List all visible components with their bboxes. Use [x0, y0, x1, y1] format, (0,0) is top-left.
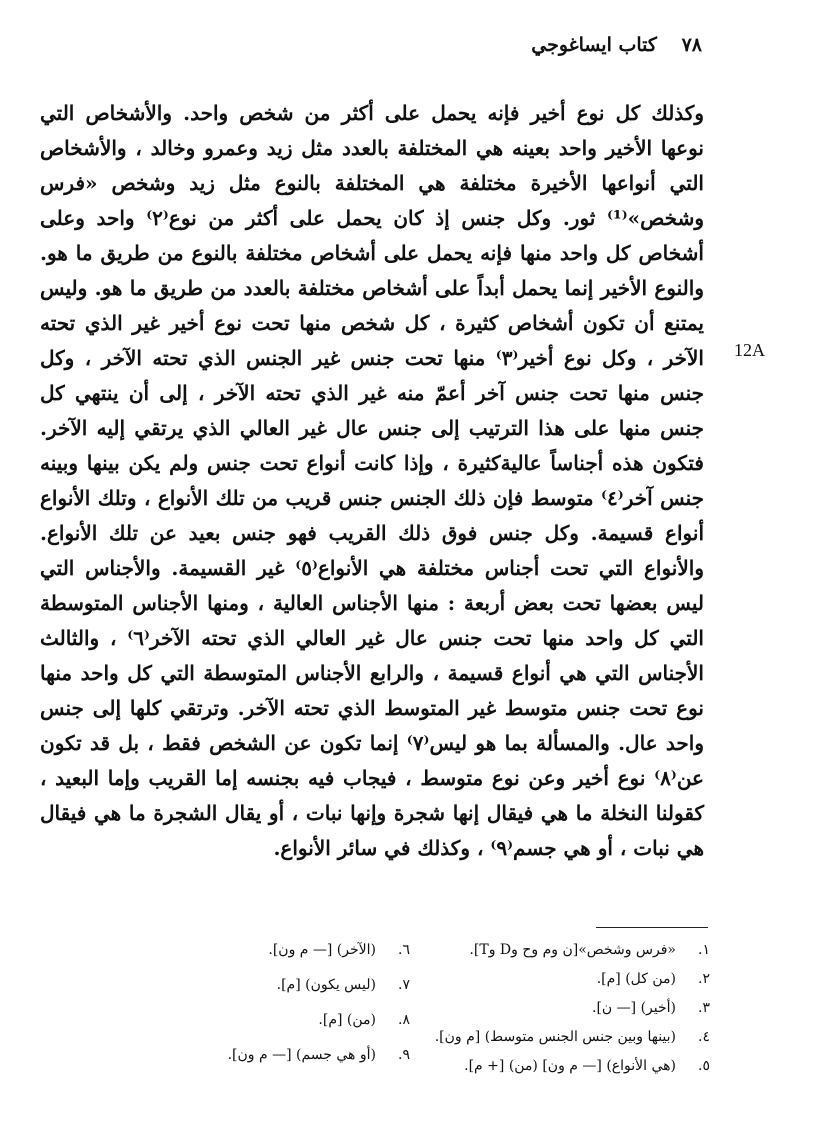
footnote-divider — [596, 927, 708, 928]
footnote-2: ٢. (من كل) [م]. — [596, 971, 710, 987]
footnote-6: ٦. (الآخر) [— م ون]. — [268, 942, 410, 958]
footnote-9: ٩. (أو هي جسم) [— م ون]. — [227, 1047, 410, 1063]
footnote-8: ٨. (من) [م]. — [318, 1012, 410, 1028]
footnote-column-left — [120, 936, 410, 1070]
running-title: كتاب ايساغوجي — [531, 34, 657, 56]
footnote-1: ١. «فرس وشخص»[ن وم وح وD وT]. — [469, 942, 710, 958]
main-text-block — [40, 96, 704, 866]
footnote-5: ٥. (هي الأنواع) [— م ون] (من) [+ م]. — [464, 1058, 710, 1074]
footnote-3: ٣. (أخير) [— ن]. — [592, 1000, 710, 1016]
footnote-4: ٤. (بينها وبين جنس الجنس متوسط) [م ون]. — [434, 1029, 710, 1045]
body-paragraph: وكذلك كل نوع أخير فإنه يحمل على أكثر من شخص واحد. والأشخاص التي نوعها الأخير واحد بعينه هي المختلفة بالعدد مثل زيد وعمرو وخالد ، والأشخاص التي أنواعها الأخيرة مختلفة هي المختلفة بالنوع مثل زيد وشخص «فرس وشخص»⁽¹⁾ ثور. وكل جنس إذ كان يحمل على أكثر من نوع⁽٢⁾ واحد وعلى أشخاص كل واحد منها فإنه يحمل على أشخاص مختلفة بالنوع من طريق ما هو. والنوع الأخير إنما يحمل أبداً على أشخاص مختلفة بالعدد من طريق ما هو. وليس يمتنع أن تكون أشخاص كثيرة ، كل شخص منها تحت نوع أخير غير الذي تحته الآخر ، وكل نوع أخير⁽٣⁾ منها تحت جنس غير الجنس الذي تحته الآخر ، وكل جنس منها تحت جنس آخر أعمّ منه غير الذي تحته الآخر ، إلى أن ينتهي كل جنس منها على هذا الترتيب إلى جنس عال غير العالي الذي يرتقي إليه الآخر. فتكون هذه أجناساً عاليةكثيرة ، وإذا كانت أنواع تحت جنس ولم يكن بينها وبينه جنس آخر⁽٤⁾ متوسط فإن ذلك الجنس جنس قريب من تلك الأنواع ، وتلك الأنواع أنواع قسيمة. وكل جنس فوق ذلك القريب فهو جنس بعيد عن تلك الأنواع. والأنواع التي تحت أجناس مختلفة هي الأنواع⁽٥⁾ غير القسيمة. والأجناس التي ليس بعضها تحت بعض أربعة : منها الأجناس العالية ، ومنها الأجناس المتوسطة التي كل واحد منها تحت جنس عال غير العالي الذي تحته الآخر⁽٦⁾ ، والثالث الأجناس التي هي أنواع قسيمة ، والرابع الأجناس المتوسطة التي كل واحد منها نوع تحت جنس متوسط غير المتوسط الذي تحته الآخر. وترتقي كلها إلى جنس واحد عال. والمسألة بما هو ليس⁽٧⁾ إنما تكون عن الشخص فقط ، بل قد تكون عن⁽٨⁾ نوع أخير وعن نوع متوسط ، فيجاب فيه بجنسه إما القريب وإما البعيد ، كقولنا النخلة ما هي فيقال إنها شجرة وإنها نبات ، أو يقال الشجرة ما هي فيقال هي نبات ، أو هي جسم⁽٩⁾ ، وكذلك في سائر الأنواع. — [40, 101, 704, 860]
margin-folio-mark: 12A — [734, 340, 765, 360]
footnote-7: ٧. (ليس يكون) [م]. — [276, 977, 410, 993]
page-number: ٧٨ — [681, 34, 702, 56]
running-header — [531, 34, 702, 56]
footnote-column-right — [420, 936, 710, 1081]
